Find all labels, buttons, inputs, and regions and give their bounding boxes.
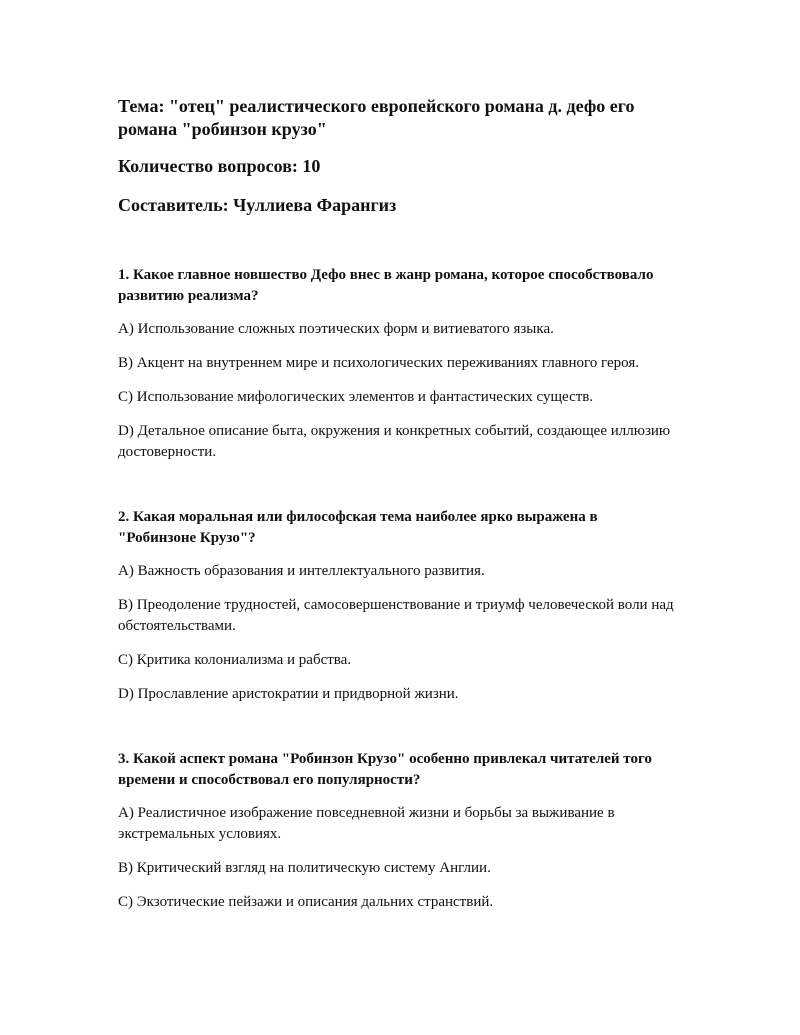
question-count: Количество вопросов: 10 [118,156,321,176]
question-block-1 [118,265,678,463]
document-author: Составитель: Чуллиева Фарангиз [118,195,397,215]
answer-option-b: B) Преодоление трудностей, самосовершенствование и триумф человеческой воли над обстоятельствами. [118,597,674,634]
document-page [118,95,678,957]
answer-option-d: D) Прославление аристократии и придворной жизни. [118,686,459,702]
question-text: 1. Какое главное новшество Дефо внес в жанр романа, которое способствовало развитию реализма? [118,267,654,304]
document-topic: Тема: "отец" реалистического европейского романа д. дефо его романа "робинзон крузо" [118,96,635,139]
answer-option-b: B) Акцент на внутреннем мире и психологических переживаниях главного героя. [118,355,640,371]
answer-option-a: A) Использование сложных поэтических форм и витиеватого языка. [118,321,554,337]
question-block-2 [118,507,678,705]
answer-option-b: B) Критический взгляд на политическую систему Англии. [118,860,491,876]
question-text: 2. Какая моральная или философская тема наиболее ярко выражена в "Робинзоне Крузо"? [118,509,598,546]
answer-option-d: D) Детальное описание быта, окружения и конкретных событий, создающее иллюзию достоверности. [118,423,671,460]
answer-option-c: C) Экзотические пейзажи и описания дальних странствий. [118,894,494,910]
question-block-3 [118,749,678,913]
question-text: 3. Какой аспект романа "Робинзон Крузо" особенно привлекал читателей того времени и способствовал его популярности? [118,751,652,788]
answer-option-c: C) Критика колониализма и рабства. [118,652,352,668]
answer-option-a: A) Важность образования и интеллектуального развития. [118,563,485,579]
answer-option-a: A) Реалистичное изображение повседневной жизни и борьбы за выживание в экстремальных условиях. [118,805,615,842]
answer-option-c: C) Использование мифологических элементов и фантастических существ. [118,389,594,405]
